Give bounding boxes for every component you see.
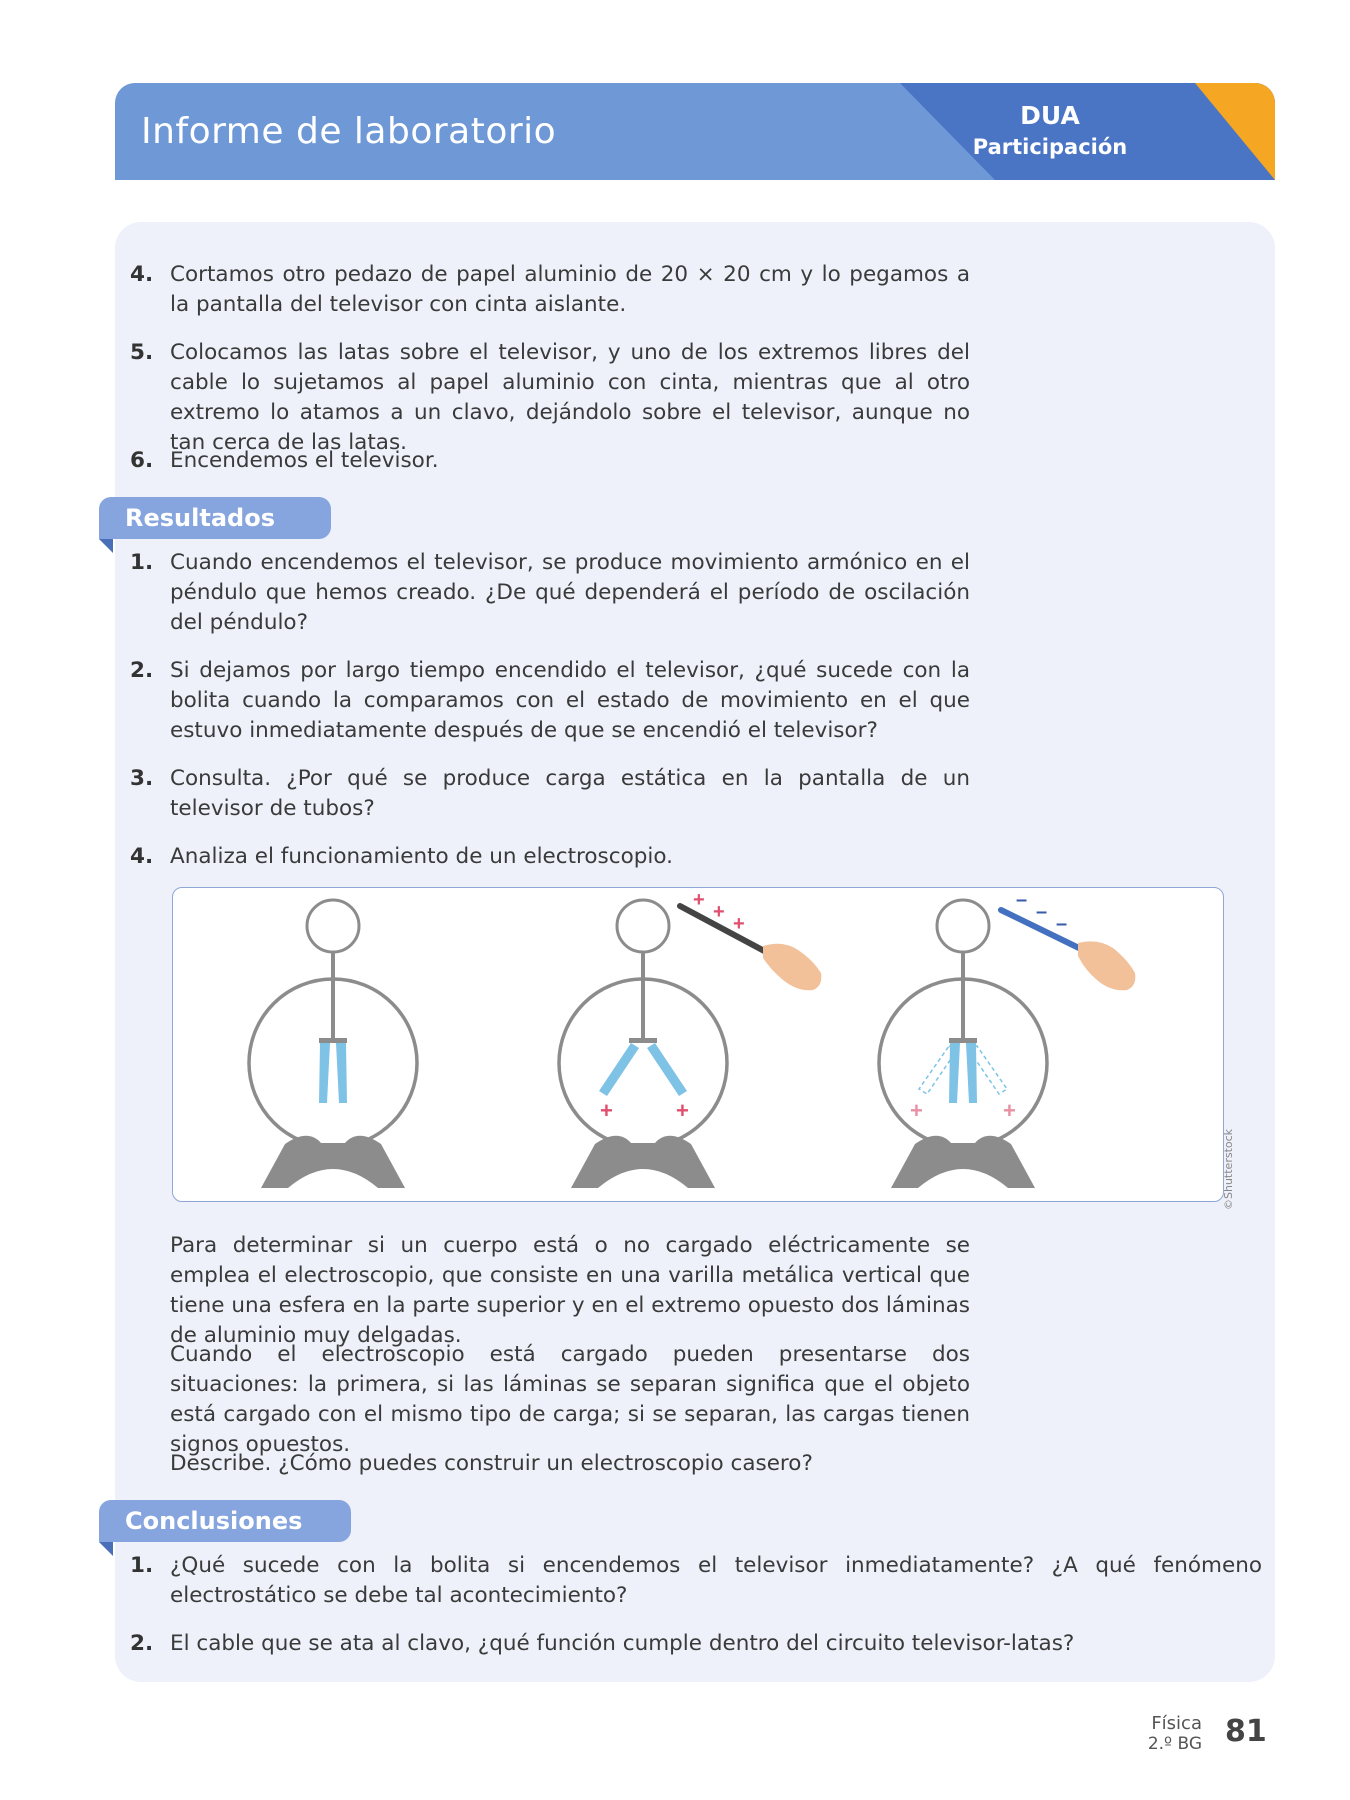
results-heading-label: Resultados [125, 504, 275, 532]
footer-subject: Física [1151, 1713, 1202, 1734]
results-item [130, 656, 970, 746]
item-number: 4. [130, 844, 154, 869]
charge-plus: + [600, 1098, 613, 1123]
electroscope-sphere [617, 900, 669, 952]
tag-fold [99, 539, 113, 553]
foil-leaf-left [319, 1043, 330, 1103]
foil-leaf-left [949, 1043, 960, 1103]
charge-plus: + [733, 913, 745, 935]
item-number: 4. [130, 262, 154, 287]
item-text: Si dejamos por largo tiempo encendido el televisor, ¿qué sucede con la bolita cuando la comparamos con el estado de movimiento en el que estuvo inmediatamente después de que se encendió el televisor? [170, 658, 970, 743]
electroscope-illustration [173, 888, 1223, 1201]
body-paragraph: Describe. ¿Cómo puedes construir un electroscopio casero? [170, 1451, 813, 1476]
item-text: El cable que se ata al clavo, ¿qué función cumple dentro del circuito televisor-latas? [170, 1631, 1075, 1656]
electroscope-negative [879, 889, 1135, 1188]
item-text: Encendemos el televisor. [170, 448, 439, 473]
item-number: 2. [130, 658, 154, 683]
charge-plus: + [713, 901, 725, 923]
dua-badge-subtitle: Participación [972, 135, 1128, 159]
electroscope-positive [559, 889, 821, 1188]
charge-minus: – [1036, 901, 1048, 923]
item-text: Consulta. ¿Por qué se produce carga estática en la pantalla de un televisor de tubos? [170, 766, 970, 821]
item-number: 6. [130, 448, 154, 473]
body-paragraph: Cuando el electroscopio está cargado pueden presentarse dos situaciones: la primera, si las láminas se separan significa que el objeto está cargado con el mismo tipo de carga; si se separan, las cargas tienen signos opuestos. [170, 1342, 970, 1457]
item-number: 1. [130, 550, 154, 575]
procedure-item [130, 446, 970, 476]
procedure-item [130, 260, 970, 320]
results-item [130, 764, 970, 824]
charge-plus: + [1003, 1098, 1016, 1123]
charge-plus: + [910, 1098, 923, 1123]
item-text: Analiza el funcionamiento de un electroscopio. [170, 844, 673, 869]
foil-leaf-right [966, 1043, 977, 1103]
conclusions-item [130, 1629, 1262, 1659]
item-number: 1. [130, 1553, 154, 1578]
charge-plus: + [693, 889, 705, 911]
rod-crossbar [949, 1038, 977, 1043]
item-text: Cuando encendemos el televisor, se produce movimiento armónico en el péndulo que hemos creado. ¿De qué dependerá el período de oscilación del péndulo? [170, 550, 970, 635]
results-item [130, 548, 970, 638]
page-title: Informe de laboratorio [141, 111, 557, 152]
results-item [130, 842, 970, 872]
charge-plus: + [676, 1098, 689, 1123]
results-heading [99, 497, 331, 539]
page-number: 81 [1225, 1714, 1267, 1749]
dua-badge-title: DUA [1020, 101, 1080, 130]
conclusions-item [130, 1551, 1262, 1611]
electroscope-sphere [937, 900, 989, 952]
body-paragraph: Para determinar si un cuerpo está o no cargado eléctricamente se emplea el electroscopio, que consiste en una varilla metálica vertical que tiene una esfera en la parte superior y en el extremo opuesto dos láminas de aluminio muy delgadas. [170, 1233, 970, 1348]
item-text: ¿Qué sucede con la bolita si encendemos el televisor inmediatamente? ¿A qué fenómeno electrostático se debe tal acontecimiento? [170, 1553, 1262, 1608]
item-text: Cortamos otro pedazo de papel aluminio de 20 × 20 cm y lo pegamos a la pantalla del televisor con cinta aislante. [170, 262, 970, 317]
footer-grade: 2.º BG [1147, 1734, 1202, 1754]
conclusions-heading [99, 1500, 351, 1542]
charge-minus: – [1016, 889, 1028, 911]
hand [763, 944, 821, 991]
image-credit: ©Shutterstock [1222, 1128, 1235, 1210]
charge-minus: – [1056, 913, 1068, 935]
hand [1078, 941, 1135, 990]
rod-crossbar [319, 1038, 347, 1043]
item-text: Colocamos las latas sobre el televisor, y uno de los extremos libres del cable lo sujetamos al papel aluminio con cinta, mientras que al otro extremo lo atamos a un clavo, dejándolo sobre el televisor, aunque no tan cerca de las latas. [170, 340, 970, 455]
electroscope-figure [172, 887, 1224, 1202]
item-number: 3. [130, 766, 154, 791]
tag-fold [99, 1542, 113, 1556]
rod-crossbar [629, 1038, 657, 1043]
conclusions-heading-label: Conclusiones [125, 1507, 303, 1535]
foil-leaf-left [599, 1043, 639, 1096]
item-number: 2. [130, 1631, 154, 1656]
header-banner [115, 83, 1275, 180]
foil-leaf-right [647, 1043, 687, 1096]
foil-leaf-right [336, 1043, 347, 1103]
procedure-item [130, 338, 970, 458]
item-number: 5. [130, 340, 154, 365]
electroscope-sphere [307, 900, 359, 952]
electroscope-neutral [249, 900, 417, 1188]
